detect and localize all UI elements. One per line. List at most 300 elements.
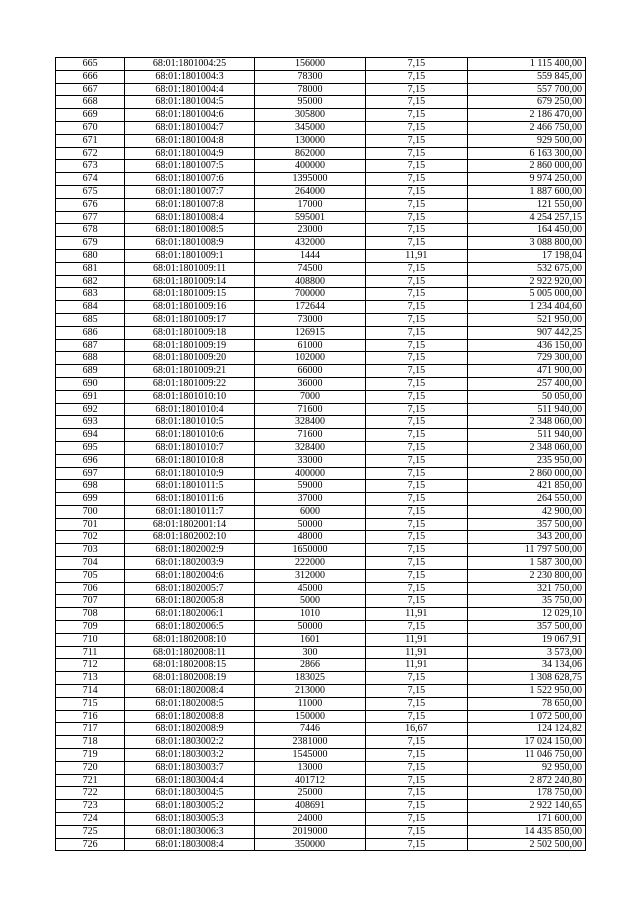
row-number-cell: 722 — [56, 787, 125, 800]
amount-cell: 42 900,00 — [467, 505, 585, 518]
area-cell: 432000 — [254, 237, 365, 250]
amount-cell: 2 466 750,00 — [467, 121, 585, 134]
row-number-cell: 669 — [56, 109, 125, 122]
row-number-cell: 684 — [56, 301, 125, 314]
cadastral-number-cell: 68:01:1801011:5 — [125, 480, 254, 493]
table-row — [56, 813, 586, 826]
area-cell: 73000 — [254, 313, 365, 326]
cadastral-number-cell: 68:01:1803003:7 — [125, 761, 254, 774]
cadastral-number-cell: 68:01:1801010:5 — [125, 416, 254, 429]
table-row — [56, 416, 586, 429]
table-row — [56, 480, 586, 493]
table-row — [56, 761, 586, 774]
rate-cell: 7,15 — [366, 173, 467, 186]
cadastral-number-cell: 68:01:1802003:9 — [125, 557, 254, 570]
area-cell: 37000 — [254, 493, 365, 506]
rate-cell: 7,15 — [366, 390, 467, 403]
cadastral-number-cell: 68:01:1801007:8 — [125, 198, 254, 211]
rate-cell: 7,15 — [366, 621, 467, 634]
cadastral-number-cell: 68:01:1803004:5 — [125, 787, 254, 800]
table-row — [56, 569, 586, 582]
amount-cell: 2 860 000,00 — [467, 467, 585, 480]
row-number-cell: 703 — [56, 544, 125, 557]
row-number-cell: 715 — [56, 697, 125, 710]
area-cell: 59000 — [254, 480, 365, 493]
rate-cell: 7,15 — [366, 313, 467, 326]
area-cell: 66000 — [254, 365, 365, 378]
row-number-cell: 676 — [56, 198, 125, 211]
table-row — [56, 800, 586, 813]
rate-cell: 7,15 — [366, 685, 467, 698]
cadastral-number-cell: 68:01:1803005:3 — [125, 813, 254, 826]
area-cell: 50000 — [254, 621, 365, 634]
cadastral-number-cell: 68:01:1802006:5 — [125, 621, 254, 634]
rate-cell: 7,15 — [366, 96, 467, 109]
cadastral-number-cell: 68:01:1801009:15 — [125, 288, 254, 301]
table-row — [56, 531, 586, 544]
rate-cell: 7,15 — [366, 147, 467, 160]
table-row — [56, 249, 586, 262]
amount-cell: 124 124,82 — [467, 723, 585, 736]
row-number-cell: 706 — [56, 582, 125, 595]
table-row — [56, 109, 586, 122]
amount-cell: 521 950,00 — [467, 313, 585, 326]
rate-cell: 7,15 — [366, 441, 467, 454]
rate-cell: 7,15 — [366, 262, 467, 275]
area-cell: 130000 — [254, 134, 365, 147]
rate-cell: 7,15 — [366, 544, 467, 557]
table-row — [56, 838, 586, 851]
cadastral-number-cell: 68:01:1802001:14 — [125, 518, 254, 531]
table-row — [56, 237, 586, 250]
area-cell: 24000 — [254, 813, 365, 826]
cadastral-number-cell: 68:01:1801010:4 — [125, 403, 254, 416]
amount-cell: 1 072 500,00 — [467, 710, 585, 723]
row-number-cell: 712 — [56, 659, 125, 672]
table-row — [56, 301, 586, 314]
area-cell: 102000 — [254, 352, 365, 365]
area-cell: 400000 — [254, 160, 365, 173]
amount-cell: 2 348 060,00 — [467, 441, 585, 454]
row-number-cell: 720 — [56, 761, 125, 774]
rate-cell: 7,15 — [366, 467, 467, 480]
row-number-cell: 723 — [56, 800, 125, 813]
table-row — [56, 467, 586, 480]
amount-cell: 729 300,00 — [467, 352, 585, 365]
rate-cell: 7,15 — [366, 531, 467, 544]
rate-cell: 7,15 — [366, 672, 467, 685]
cadastral-number-cell: 68:01:1801009:14 — [125, 275, 254, 288]
area-cell: 25000 — [254, 787, 365, 800]
cadastral-number-cell: 68:01:1801007:6 — [125, 173, 254, 186]
cadastral-number-cell: 68:01:1802005:8 — [125, 595, 254, 608]
table-row — [56, 608, 586, 621]
rate-cell: 7,15 — [366, 339, 467, 352]
amount-cell: 2 348 060,00 — [467, 416, 585, 429]
amount-cell: 11 797 500,00 — [467, 544, 585, 557]
rate-cell: 7,15 — [366, 569, 467, 582]
row-number-cell: 711 — [56, 646, 125, 659]
table-row — [56, 173, 586, 186]
area-cell: 1395000 — [254, 173, 365, 186]
row-number-cell: 679 — [56, 237, 125, 250]
rate-cell: 7,15 — [366, 58, 467, 71]
rate-cell: 7,15 — [366, 160, 467, 173]
cadastral-number-cell: 68:01:1801009:21 — [125, 365, 254, 378]
area-cell: 345000 — [254, 121, 365, 134]
cadastral-number-cell: 68:01:1801004:8 — [125, 134, 254, 147]
row-number-cell: 686 — [56, 326, 125, 339]
cadastral-number-cell: 68:01:1801009:20 — [125, 352, 254, 365]
cadastral-number-cell: 68:01:1802008:4 — [125, 685, 254, 698]
amount-cell: 6 163 300,00 — [467, 147, 585, 160]
cadastral-number-cell: 68:01:1802004:6 — [125, 569, 254, 582]
table-row — [56, 582, 586, 595]
rate-cell: 7,15 — [366, 454, 467, 467]
area-cell: 61000 — [254, 339, 365, 352]
amount-cell: 559 845,00 — [467, 70, 585, 83]
cadastral-number-cell: 68:01:1801004:6 — [125, 109, 254, 122]
cadastral-number-cell: 68:01:1803006:3 — [125, 825, 254, 838]
cadastral-number-cell: 68:01:1803004:4 — [125, 774, 254, 787]
rate-cell: 11,91 — [366, 646, 467, 659]
rate-cell: 7,15 — [366, 480, 467, 493]
area-cell: 150000 — [254, 710, 365, 723]
cadastral-number-cell: 68:01:1802002:10 — [125, 531, 254, 544]
area-cell: 305800 — [254, 109, 365, 122]
table-row — [56, 198, 586, 211]
area-cell: 595001 — [254, 211, 365, 224]
row-number-cell: 668 — [56, 96, 125, 109]
amount-cell: 264 550,00 — [467, 493, 585, 506]
table-row — [56, 275, 586, 288]
row-number-cell: 726 — [56, 838, 125, 851]
area-cell: 408800 — [254, 275, 365, 288]
table-row — [56, 147, 586, 160]
cadastral-number-cell: 68:01:1803005:2 — [125, 800, 254, 813]
area-cell: 36000 — [254, 377, 365, 390]
row-number-cell: 688 — [56, 352, 125, 365]
area-cell: 45000 — [254, 582, 365, 595]
rate-cell: 16,67 — [366, 723, 467, 736]
row-number-cell: 724 — [56, 813, 125, 826]
row-number-cell: 693 — [56, 416, 125, 429]
amount-cell: 511 940,00 — [467, 429, 585, 442]
row-number-cell: 689 — [56, 365, 125, 378]
rate-cell: 7,15 — [366, 774, 467, 787]
cadastral-number-cell: 68:01:1801010:9 — [125, 467, 254, 480]
rate-cell: 7,15 — [366, 736, 467, 749]
amount-cell: 532 675,00 — [467, 262, 585, 275]
area-cell: 126915 — [254, 326, 365, 339]
amount-cell: 2 860 000,00 — [467, 160, 585, 173]
cadastral-number-cell: 68:01:1801008:5 — [125, 224, 254, 237]
row-number-cell: 677 — [56, 211, 125, 224]
amount-cell: 557 700,00 — [467, 83, 585, 96]
table-row — [56, 377, 586, 390]
area-cell: 1650000 — [254, 544, 365, 557]
area-cell: 7000 — [254, 390, 365, 403]
table-row — [56, 121, 586, 134]
amount-cell: 2 230 800,00 — [467, 569, 585, 582]
row-number-cell: 666 — [56, 70, 125, 83]
row-number-cell: 719 — [56, 749, 125, 762]
rate-cell: 7,15 — [366, 70, 467, 83]
cadastral-number-cell: 68:01:1802008:8 — [125, 710, 254, 723]
rate-cell: 7,15 — [366, 326, 467, 339]
amount-cell: 511 940,00 — [467, 403, 585, 416]
area-cell: 71600 — [254, 429, 365, 442]
area-cell: 2866 — [254, 659, 365, 672]
rate-cell: 11,91 — [366, 249, 467, 262]
cadastral-number-cell: 68:01:1801008:9 — [125, 237, 254, 250]
cadastral-number-cell: 68:01:1801010:7 — [125, 441, 254, 454]
amount-cell: 5 005 000,00 — [467, 288, 585, 301]
amount-cell: 50 050,00 — [467, 390, 585, 403]
amount-cell: 2 186 470,00 — [467, 109, 585, 122]
row-number-cell: 681 — [56, 262, 125, 275]
row-number-cell: 696 — [56, 454, 125, 467]
cadastral-number-cell: 68:01:1801009:18 — [125, 326, 254, 339]
cadastral-number-cell: 68:01:1802008:11 — [125, 646, 254, 659]
rate-cell: 7,15 — [366, 557, 467, 570]
rate-cell: 7,15 — [366, 761, 467, 774]
area-cell: 2381000 — [254, 736, 365, 749]
amount-cell: 12 029,10 — [467, 608, 585, 621]
area-cell: 264000 — [254, 185, 365, 198]
area-cell: 700000 — [254, 288, 365, 301]
table-row — [56, 58, 586, 71]
row-number-cell: 672 — [56, 147, 125, 160]
table-row — [56, 787, 586, 800]
table-row — [56, 352, 586, 365]
amount-cell: 2 872 240,80 — [467, 774, 585, 787]
area-cell: 13000 — [254, 761, 365, 774]
table-row — [56, 659, 586, 672]
table-row — [56, 672, 586, 685]
amount-cell: 1 115 400,00 — [467, 58, 585, 71]
row-number-cell: 687 — [56, 339, 125, 352]
row-number-cell: 702 — [56, 531, 125, 544]
row-number-cell: 717 — [56, 723, 125, 736]
area-cell: 17000 — [254, 198, 365, 211]
table-row — [56, 441, 586, 454]
table-row — [56, 774, 586, 787]
amount-cell: 1 308 628,75 — [467, 672, 585, 685]
table-row — [56, 723, 586, 736]
rate-cell: 7,15 — [366, 109, 467, 122]
rate-cell: 7,15 — [366, 275, 467, 288]
cadastral-number-cell: 68:01:1801004:9 — [125, 147, 254, 160]
table-row — [56, 749, 586, 762]
rate-cell: 7,15 — [366, 787, 467, 800]
area-cell: 328400 — [254, 416, 365, 429]
rate-cell: 7,15 — [366, 838, 467, 851]
amount-cell: 178 750,00 — [467, 787, 585, 800]
row-number-cell: 692 — [56, 403, 125, 416]
area-cell: 95000 — [254, 96, 365, 109]
row-number-cell: 705 — [56, 569, 125, 582]
table-row — [56, 96, 586, 109]
cadastral-number-cell: 68:01:1801011:7 — [125, 505, 254, 518]
rate-cell: 7,15 — [366, 365, 467, 378]
table-row — [56, 825, 586, 838]
area-cell: 172644 — [254, 301, 365, 314]
cadastral-number-cell: 68:01:1802005:7 — [125, 582, 254, 595]
cadastral-number-cell: 68:01:1801007:5 — [125, 160, 254, 173]
table-row — [56, 595, 586, 608]
rate-cell: 7,15 — [366, 121, 467, 134]
area-cell: 7446 — [254, 723, 365, 736]
table-row — [56, 262, 586, 275]
cadastral-number-cell: 68:01:1801008:4 — [125, 211, 254, 224]
row-number-cell: 674 — [56, 173, 125, 186]
rate-cell: 7,15 — [366, 416, 467, 429]
table-row — [56, 313, 586, 326]
rate-cell: 7,15 — [366, 493, 467, 506]
table-row — [56, 505, 586, 518]
amount-cell: 235 950,00 — [467, 454, 585, 467]
amount-cell: 17 024 150,00 — [467, 736, 585, 749]
cadastral-number-cell: 68:01:1801009:16 — [125, 301, 254, 314]
rate-cell: 7,15 — [366, 595, 467, 608]
amount-cell: 679 250,00 — [467, 96, 585, 109]
rate-cell: 7,15 — [366, 582, 467, 595]
cadastral-number-cell: 68:01:1801011:6 — [125, 493, 254, 506]
table-row — [56, 339, 586, 352]
amount-cell: 1 887 600,00 — [467, 185, 585, 198]
area-cell: 6000 — [254, 505, 365, 518]
area-cell: 1444 — [254, 249, 365, 262]
area-cell: 2019000 — [254, 825, 365, 838]
amount-cell: 19 067,91 — [467, 633, 585, 646]
row-number-cell: 713 — [56, 672, 125, 685]
cadastral-number-cell: 68:01:1801004:7 — [125, 121, 254, 134]
row-number-cell: 716 — [56, 710, 125, 723]
table-row — [56, 134, 586, 147]
table-row — [56, 326, 586, 339]
row-number-cell: 709 — [56, 621, 125, 634]
row-number-cell: 718 — [56, 736, 125, 749]
amount-cell: 2 922 140,65 — [467, 800, 585, 813]
row-number-cell: 710 — [56, 633, 125, 646]
table-row — [56, 70, 586, 83]
amount-cell: 907 442,25 — [467, 326, 585, 339]
rate-cell: 7,15 — [366, 224, 467, 237]
table-row — [56, 633, 586, 646]
rate-cell: 7,15 — [366, 198, 467, 211]
rate-cell: 7,15 — [366, 710, 467, 723]
amount-cell: 929 500,00 — [467, 134, 585, 147]
row-number-cell: 673 — [56, 160, 125, 173]
area-cell: 23000 — [254, 224, 365, 237]
table-row — [56, 710, 586, 723]
table-row — [56, 736, 586, 749]
row-number-cell: 704 — [56, 557, 125, 570]
table-row — [56, 185, 586, 198]
row-number-cell: 691 — [56, 390, 125, 403]
area-cell: 312000 — [254, 569, 365, 582]
amount-cell: 343 200,00 — [467, 531, 585, 544]
area-cell: 213000 — [254, 685, 365, 698]
rate-cell: 7,15 — [366, 749, 467, 762]
amount-cell: 357 500,00 — [467, 518, 585, 531]
rate-cell: 11,91 — [366, 633, 467, 646]
area-cell: 74500 — [254, 262, 365, 275]
amount-cell: 11 046 750,00 — [467, 749, 585, 762]
cadastral-number-cell: 68:01:1802008:5 — [125, 697, 254, 710]
cadastral-number-cell: 68:01:1801007:7 — [125, 185, 254, 198]
amount-cell: 9 974 250,00 — [467, 173, 585, 186]
cadastral-number-cell: 68:01:1801009:1 — [125, 249, 254, 262]
area-cell: 328400 — [254, 441, 365, 454]
amount-cell: 357 500,00 — [467, 621, 585, 634]
table-row — [56, 697, 586, 710]
area-cell: 156000 — [254, 58, 365, 71]
row-number-cell: 670 — [56, 121, 125, 134]
area-cell: 78300 — [254, 70, 365, 83]
area-cell: 11000 — [254, 697, 365, 710]
cadastral-number-cell: 68:01:1801009:22 — [125, 377, 254, 390]
cadastral-number-cell: 68:01:1801004:4 — [125, 83, 254, 96]
cadastral-number-cell: 68:01:1802006:1 — [125, 608, 254, 621]
amount-cell: 2 502 500,00 — [467, 838, 585, 851]
row-number-cell: 698 — [56, 480, 125, 493]
row-number-cell: 682 — [56, 275, 125, 288]
cadastral-number-cell: 68:01:1801009:11 — [125, 262, 254, 275]
rate-cell: 7,15 — [366, 301, 467, 314]
amount-cell: 171 600,00 — [467, 813, 585, 826]
amount-cell: 436 150,00 — [467, 339, 585, 352]
row-number-cell: 700 — [56, 505, 125, 518]
cadastral-number-cell: 68:01:1801009:17 — [125, 313, 254, 326]
area-cell: 400000 — [254, 467, 365, 480]
cadastral-number-cell: 68:01:1802008:19 — [125, 672, 254, 685]
cadastral-number-cell: 68:01:1801009:19 — [125, 339, 254, 352]
row-number-cell: 699 — [56, 493, 125, 506]
rate-cell: 7,15 — [366, 800, 467, 813]
table-body — [56, 58, 586, 851]
amount-cell: 92 950,00 — [467, 761, 585, 774]
table-row — [56, 211, 586, 224]
area-cell: 350000 — [254, 838, 365, 851]
table-row — [56, 160, 586, 173]
row-number-cell: 690 — [56, 377, 125, 390]
area-cell: 78000 — [254, 83, 365, 96]
amount-cell: 1 587 300,00 — [467, 557, 585, 570]
table-row — [56, 403, 586, 416]
amount-cell: 4 254 257,15 — [467, 211, 585, 224]
row-number-cell: 671 — [56, 134, 125, 147]
rate-cell: 7,15 — [366, 288, 467, 301]
cadastral-number-cell: 68:01:1801010:8 — [125, 454, 254, 467]
area-cell: 300 — [254, 646, 365, 659]
table-row — [56, 429, 586, 442]
cadastral-number-cell: 68:01:1803008:4 — [125, 838, 254, 851]
table-row — [56, 224, 586, 237]
area-cell: 1545000 — [254, 749, 365, 762]
area-cell: 183025 — [254, 672, 365, 685]
table-row — [56, 621, 586, 634]
amount-cell: 1 522 950,00 — [467, 685, 585, 698]
row-number-cell: 675 — [56, 185, 125, 198]
row-number-cell: 721 — [56, 774, 125, 787]
row-number-cell: 725 — [56, 825, 125, 838]
area-cell: 5000 — [254, 595, 365, 608]
rate-cell: 7,15 — [366, 518, 467, 531]
row-number-cell: 680 — [56, 249, 125, 262]
amount-cell: 34 134,06 — [467, 659, 585, 672]
